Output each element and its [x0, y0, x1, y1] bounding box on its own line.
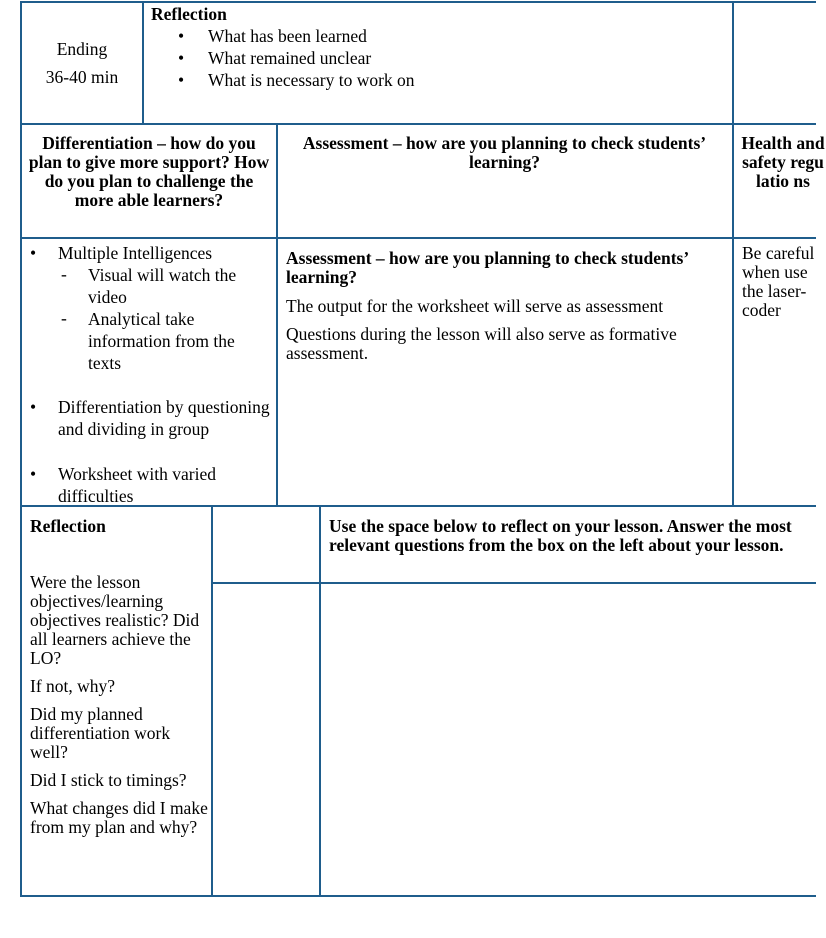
assessment-p1: The output for the worksheet will serve as assessment: [286, 296, 664, 316]
reflection-prompt: Use the space below to reflect on your lesson. Answer the most relevant questions from the box on the left about your lesson.: [329, 516, 792, 555]
ending-label: Ending: [56, 39, 108, 59]
v-line-left: [20, 1, 22, 897]
v-line-reflect-2: [319, 505, 321, 896]
v-line-health: [732, 1, 734, 506]
bullet-dot: •: [30, 464, 37, 484]
differentiation-header: Differentiation – how do you plan to give more support? How do you plan to challenge the more able learners?: [28, 133, 270, 210]
mi-sub-analytical: Analytical take information from the texts: [88, 309, 235, 373]
mi-sub-visual: Visual will watch the video: [88, 265, 237, 307]
ending-bullet: • What remained unclear: [151, 47, 721, 69]
diff-questioning: Differentiation by questioning and dividing in group: [58, 397, 270, 439]
h-line-4: [211, 582, 816, 584]
health-content: Be careful when use the laser-coder: [742, 243, 815, 320]
h-line-top: [20, 1, 816, 3]
dash-mark: -: [61, 264, 67, 284]
ending-bullet: • What is necessary to work on: [151, 69, 721, 91]
v-line-ending: [142, 1, 144, 124]
health-header: Health and safety regulatio ns: [741, 133, 825, 191]
mi-title: Multiple Intelligences: [58, 243, 213, 263]
reflection-question: Did my planned differentiation work well?: [30, 704, 171, 762]
ending-bullet: • What has been learned: [151, 25, 721, 47]
assessment-content-heading: Assessment – how are you planning to check students’ learning?: [286, 248, 688, 287]
h-line-1: [20, 123, 816, 125]
reflection-question: Were the lesson objectives/learning objectives realistic? Did all learners achieve the LO?: [30, 572, 200, 668]
v-line-diff: [276, 123, 278, 506]
ending-time: 36-40 min: [45, 67, 119, 87]
ending-bullets: [151, 25, 721, 91]
reflection-title: Reflection: [30, 516, 106, 536]
bullet-dot: •: [30, 243, 37, 263]
h-line-2: [20, 237, 816, 239]
reflection-questions: [30, 573, 208, 846]
reflection-question: Did I stick to timings?: [30, 770, 187, 790]
ending-heading: Reflection: [151, 4, 227, 24]
assessment-header: Assessment – how are you planning to check students’ learning?: [302, 133, 707, 172]
reflection-question: What changes did I make from my plan and why?: [30, 798, 208, 837]
worksheet-varied: Worksheet with varied difficulties: [58, 464, 216, 506]
h-line-bottom: [20, 895, 816, 897]
dash-mark: -: [61, 308, 67, 328]
reflection-question: If not, why?: [30, 676, 116, 696]
v-line-reflect-1: [211, 505, 213, 896]
bullet-dot: •: [30, 397, 37, 417]
assessment-p2: Questions during the lesson will also serve as formative assessment.: [286, 324, 677, 363]
